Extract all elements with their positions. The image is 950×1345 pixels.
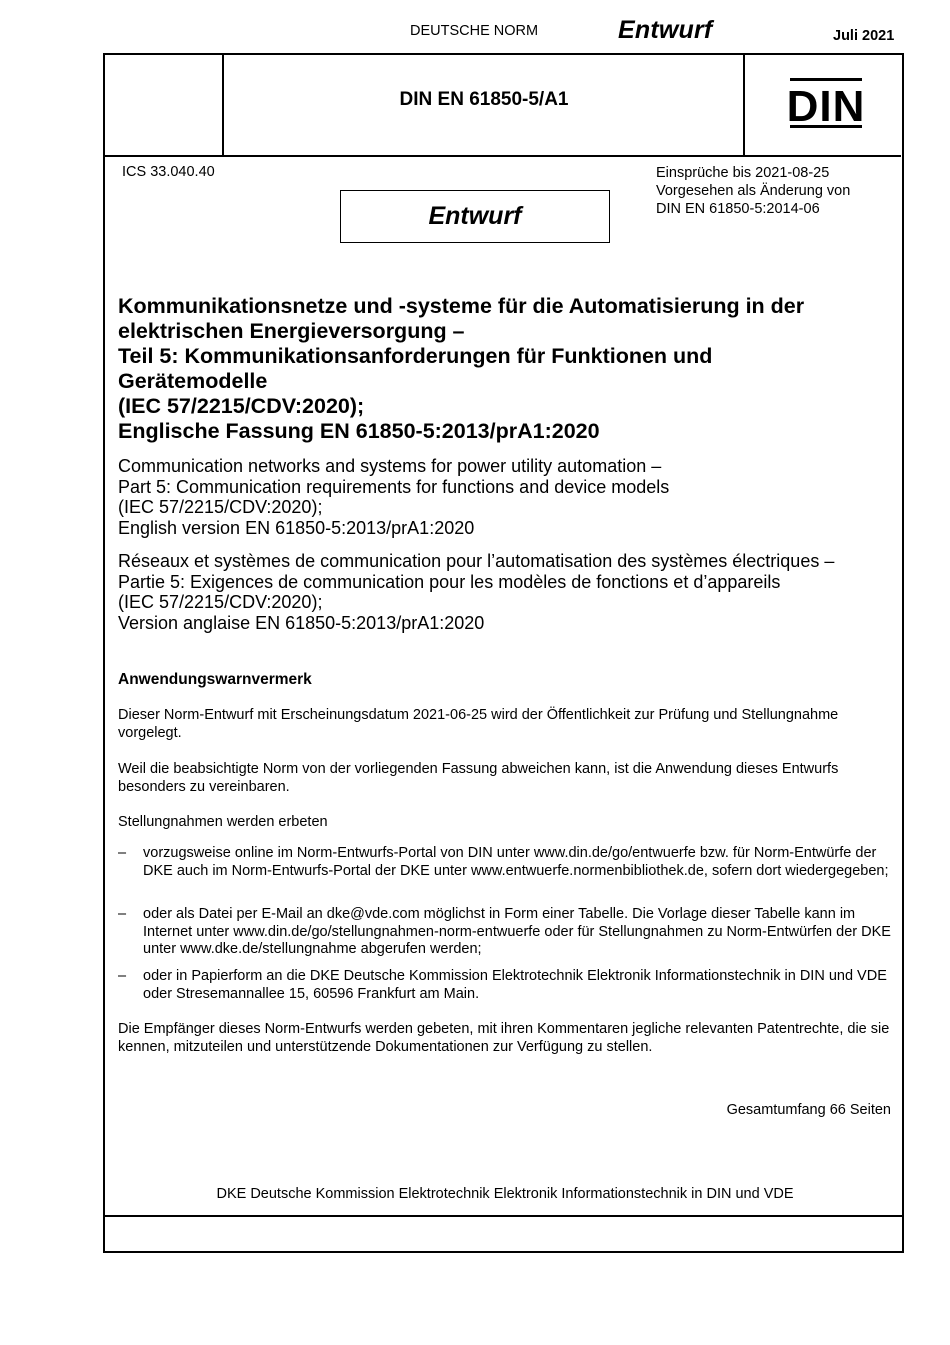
draft-status-label: Entwurf	[618, 16, 713, 44]
title-de-line: Kommunikationsnetze und -systeme für die Automatisierung in der	[118, 294, 805, 318]
list-dash: –	[118, 968, 127, 984]
title-german	[118, 294, 898, 444]
title-de-line: (IEC 57/2215/CDV:2020);	[118, 394, 365, 418]
notice-paragraph-2: Weil die beabsichtigte Norm von der vorliegenden Fassung abweichen kann, ist die Anwendung dieses Entwurfs besonders zu vereinbaren.	[118, 761, 839, 795]
total-pages: Gesamtumfang 66 Seiten	[726, 1102, 891, 1118]
title-de-line: Gerätemodelle	[118, 369, 268, 393]
list-dash: –	[118, 906, 127, 922]
list-item-text: vorzugsweise online im Norm-Entwurfs-Portal von DIN unter www.din.de/go/entwuerfe bzw. für Norm-Entwürfe der DKE auch im Norm-Entwurfs-Portal der DKE unter www.entwuerfe.normenbibliothek.de, sofern dort wiedergegeben;	[143, 845, 889, 879]
header-cell-title	[225, 55, 745, 155]
svg-text:DIN: DIN	[786, 82, 866, 131]
header-row	[105, 55, 901, 157]
notice-paragraph-1: Dieser Norm-Entwurf mit Erscheinungsdatum 2021-06-25 wird der Öffentlichkeit zur Prüfung und Stellungnahme vorgelegt.	[118, 707, 839, 741]
title-fr-line: (IEC 57/2215/CDV:2020);	[118, 592, 323, 612]
ics-code: ICS 33.040.40	[122, 164, 215, 180]
notice-paragraph-4: Die Empfänger dieses Norm-Entwurfs werden gebeten, mit ihren Kommentaren jegliche relevanten Patentrechte, die sie kennen, mitzuteilen und unterstützende Dokumentationen zur Verfügung zu stellen.	[118, 1021, 890, 1055]
notice-paragraph-3: Stellungnahmen werden erbeten	[118, 814, 328, 830]
title-en-line: English version EN 61850-5:2013/prA1:2020	[118, 517, 475, 538]
list-item-text: oder in Papierform an die DKE Deutsche Kommission Elektrotechnik Elektronik Informationstechnik in DIN und VDE oder Stresemannallee 15, 60596 Frankfurt am Main.	[143, 968, 887, 1002]
title-fr-line: Réseaux et systèmes de communication pour l’automatisation des systèmes électriques –	[118, 551, 835, 571]
title-en-line: Communication networks and systems for power utility automation –	[118, 456, 662, 476]
list-dash: –	[118, 845, 127, 861]
title-en-line: Part 5: Communication requirements for functions and device models	[118, 476, 670, 497]
title-fr-line: Version anglaise EN 61850-5:2013/prA1:2020	[118, 612, 485, 633]
draft-box: Entwurf	[340, 190, 610, 243]
title-de-line: elektrischen Energieversorgung –	[118, 319, 465, 343]
list-item-text: oder als Datei per E-Mail an dke@vde.com möglichst in Form einer Tabelle. Die Vorlage dieser Tabelle kann im Internet unter www.din.de/go/stellungnahmen-norm-entwuerfe oder für Stellungnahmen zu Norm-Entwürfen der DKE unter www.dke.de/stellungnahme abgerufen werden;	[143, 906, 891, 957]
title-de-line: Englische Fassung EN 61850-5:2013/prA1:2020	[118, 419, 600, 443]
din-logo	[746, 55, 901, 155]
title-french	[118, 551, 908, 633]
header-cell-logo	[746, 55, 901, 155]
document-number: DIN EN 61850-5/A1	[399, 89, 569, 110]
footer-divider	[103, 1215, 904, 1217]
header-cell-left	[105, 55, 224, 155]
notice-heading: Anwendungswarnvermerk	[118, 671, 312, 688]
title-english	[118, 456, 908, 538]
amendment-note: Vorgesehen als Änderung von	[656, 183, 851, 199]
objections-deadline: Einsprüche bis 2021-08-25	[656, 165, 830, 181]
standard-type-label: DEUTSCHE NORM	[410, 23, 539, 39]
title-de-line: Teil 5: Kommunikationsanforderungen für Funktionen und	[118, 344, 713, 368]
title-en-line: (IEC 57/2215/CDV:2020);	[118, 497, 323, 517]
amended-standard: DIN EN 61850-5:2014-06	[656, 201, 820, 217]
footer-organization: DKE Deutsche Kommission Elektrotechnik Elektronik Informationstechnik in DIN und VDE	[216, 1186, 794, 1202]
title-fr-line: Partie 5: Exigences de communication pour les modèles de fonctions et d’appareils	[118, 571, 781, 592]
publication-date: Juli 2021	[833, 28, 895, 44]
draft-meta	[656, 164, 850, 218]
